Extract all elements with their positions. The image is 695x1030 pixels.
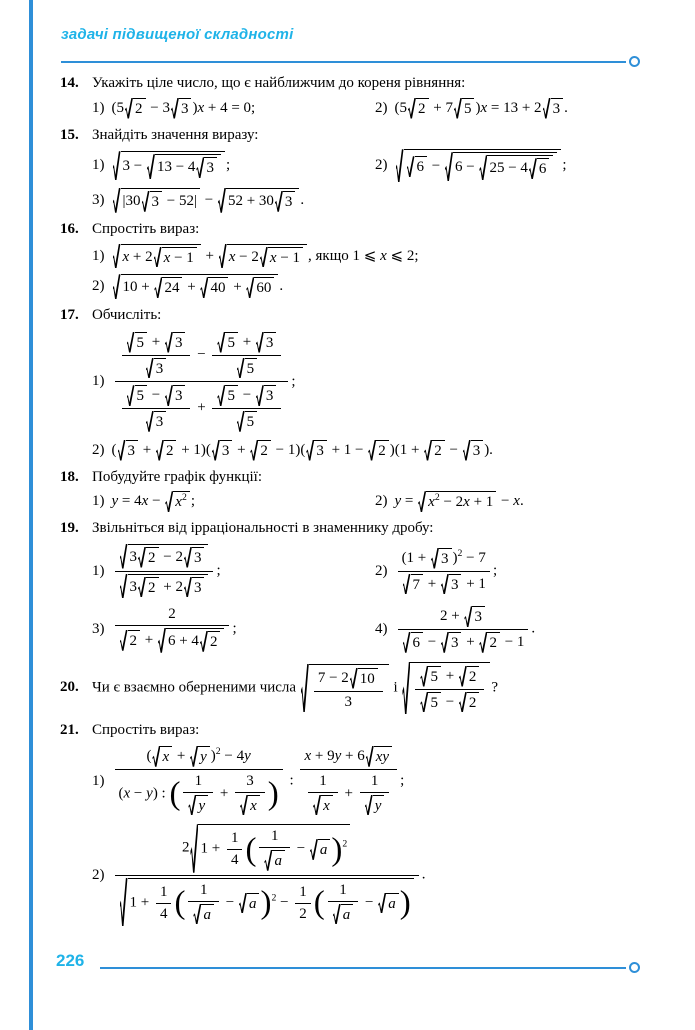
- top-rule-end-ring: [629, 56, 640, 67]
- problem-19: [60, 519, 648, 655]
- part-label: 2): [375, 99, 388, 116]
- part-label: 2): [92, 866, 105, 883]
- part-label: 2): [375, 493, 388, 510]
- problem-statement: Укажіть ціле число, що є найближчим до кореня рівняння:: [92, 75, 466, 91]
- part-16-1: [92, 243, 419, 270]
- part-label: 1): [92, 157, 105, 174]
- problem-number: 20.: [60, 679, 79, 696]
- problem-parts: [92, 490, 648, 513]
- part-label: 2): [92, 278, 105, 295]
- parts-row: [92, 490, 648, 513]
- problem-parts: [92, 329, 648, 462]
- formula: 10 + 24 + 40 + 60 .: [112, 273, 284, 300]
- parts-row: [92, 744, 648, 818]
- parts-row: [92, 329, 648, 435]
- problem-statement: Спростіть вираз:: [92, 722, 200, 739]
- formula: (1 + 3 )$^2$ − 7 7 + 3 + 1 ;: [395, 546, 498, 597]
- part-19-2: [375, 546, 497, 597]
- bottom-rule-line: [100, 967, 626, 969]
- problem-head: [60, 74, 648, 93]
- part-label: 1): [92, 373, 105, 390]
- problem-statement: Обчисліть:: [92, 307, 162, 323]
- problem-head: [60, 519, 648, 538]
- problem-head: [60, 721, 648, 740]
- formula: |30 3 − 52| − 52 + 30 3 .: [112, 187, 305, 214]
- problem-head: [60, 661, 648, 716]
- part-17-2: [92, 439, 493, 462]
- parts-row: [92, 273, 648, 300]
- problem-14: [60, 74, 648, 120]
- part-label: 1): [92, 562, 105, 579]
- part-14-2: [375, 97, 568, 120]
- problem-17: [60, 306, 648, 462]
- problem-parts: [92, 542, 648, 655]
- part-label: 3): [92, 621, 105, 638]
- formula: ( x + y )$^2$ − 4y (x − y) : ( $\frac{1}{y}$ + $\frac{3}{x}$ ) : x + 9y + 6 xy $\frac{1}{x}$ + $\frac{1}{y}$ ;: [112, 744, 405, 818]
- problem-head: [60, 126, 648, 145]
- formula: 3 − 13 − 4 3 ;: [112, 150, 231, 181]
- problem-parts: [92, 744, 648, 928]
- formula: 6 − 6 − 25 − 4 6 ;: [395, 148, 567, 183]
- problem-number: 17.: [60, 307, 79, 323]
- top-rule: [61, 56, 640, 67]
- problem-16: [60, 220, 648, 300]
- problem-number: 15.: [60, 126, 79, 143]
- left-accent-bar: [29, 0, 33, 1030]
- problem-20: [60, 661, 648, 716]
- formula: 2 + 3 6 − 3 + 2 − 1 .: [395, 604, 536, 655]
- part-label: 1): [92, 247, 105, 264]
- section-header: задачі підвищеної складності: [61, 26, 294, 43]
- part-19-3: [92, 604, 375, 655]
- formula: 2 2 + 6 + 4 2 ;: [112, 604, 237, 655]
- problem-21: [60, 721, 648, 928]
- top-rule-line: [61, 61, 626, 63]
- part-label: 1): [92, 99, 105, 116]
- part-14-1: [92, 97, 375, 120]
- problem-parts: [92, 243, 648, 301]
- problem-head: [60, 306, 648, 325]
- bottom-rule-end-ring: [629, 962, 640, 973]
- parts-row: [92, 97, 648, 120]
- parts-row: [92, 439, 648, 462]
- problem-statement: Побудуйте графік функції:: [92, 468, 262, 485]
- part-label: 3): [92, 192, 105, 208]
- problem-number: 19.: [60, 520, 79, 536]
- part-label: 1): [92, 493, 105, 510]
- formula: (5 2 + 7 5 )x = 13 + 2 3 .: [394, 99, 568, 117]
- part-19-1: [92, 542, 375, 601]
- problem-number: 18.: [60, 468, 79, 485]
- parts-row: [92, 148, 648, 183]
- problem-number: 16.: [60, 220, 79, 237]
- formula: x + 2 x − 1 + x − 2 x − 1 , якщо 1 ⩽ x ⩽ 2;: [112, 243, 419, 270]
- problem-statement: Спростіть вираз:: [92, 220, 200, 237]
- formula: 5 + 3 3 − 5 + 3 5 5 − 3 3 + 5 − 3 5 ;: [112, 329, 296, 435]
- parts-row: [92, 822, 648, 928]
- page-content: [60, 74, 648, 934]
- problem-head: [60, 220, 648, 239]
- part-label: 1): [92, 772, 105, 789]
- problem-parts: [92, 97, 648, 120]
- parts-row: [92, 243, 648, 270]
- part-15-2: [375, 148, 567, 183]
- problem-parts: [92, 148, 648, 214]
- problem-statement: Знайдіть значення виразу:: [92, 126, 259, 143]
- part-19-4: [375, 604, 535, 655]
- part-label: 2): [375, 562, 388, 579]
- parts-row: [92, 604, 648, 655]
- part-18-1: [92, 490, 375, 513]
- part-15-3: [92, 187, 304, 214]
- part-15-1: [92, 150, 375, 181]
- problem-statement-with-formula: Чи є взаємно оберненими числа 7 − 2 10 3 і 5 + 2 5 − 2 ?: [92, 661, 648, 716]
- problem-statement: Звільніться від ірраціональності в знаменнику дробу:: [92, 520, 434, 536]
- part-18-2: [375, 490, 524, 513]
- problem-18: [60, 468, 648, 514]
- formula: 3 2 − 2 3 3 2 + 2 3 ;: [112, 542, 221, 601]
- formula: y = 4x − $x^2$ ;: [111, 492, 195, 511]
- part-label: 2): [375, 157, 388, 174]
- formula: 2 1 + $\frac{1}{4}$ ( $\frac{1}{a}$ − a )$^2$ 1 + $\frac{1}{4}$ ( $\frac{1}{a}$ − a )$^2$ − $\frac{1}{2}$ ( $\frac{1}{a}$ − a ) .: [112, 822, 426, 928]
- parts-row: [92, 542, 648, 601]
- formula: ( 3 + 2 + 1)( 3 + 2 − 1)( 3 + 1 − 2 )(1 + 2 − 3 ).: [111, 441, 493, 459]
- bottom-rule: [100, 962, 640, 973]
- part-17-1: [92, 329, 296, 435]
- problem-15: [60, 126, 648, 214]
- part-label: 4): [375, 621, 388, 638]
- part-16-2: [92, 273, 283, 300]
- part-21-1: [92, 744, 404, 818]
- formula: y = $x^2 - 2x + 1$ − x.: [394, 492, 524, 511]
- part-21-2: [92, 822, 426, 928]
- parts-row: [92, 187, 648, 214]
- problem-head: [60, 468, 648, 487]
- formula: (5 2 − 3 3 )x + 4 = 0;: [111, 99, 256, 117]
- page-number: 226: [56, 951, 85, 970]
- part-label: 2): [92, 441, 105, 458]
- problem-number: 21.: [60, 722, 79, 739]
- problem-number: 14.: [60, 75, 79, 91]
